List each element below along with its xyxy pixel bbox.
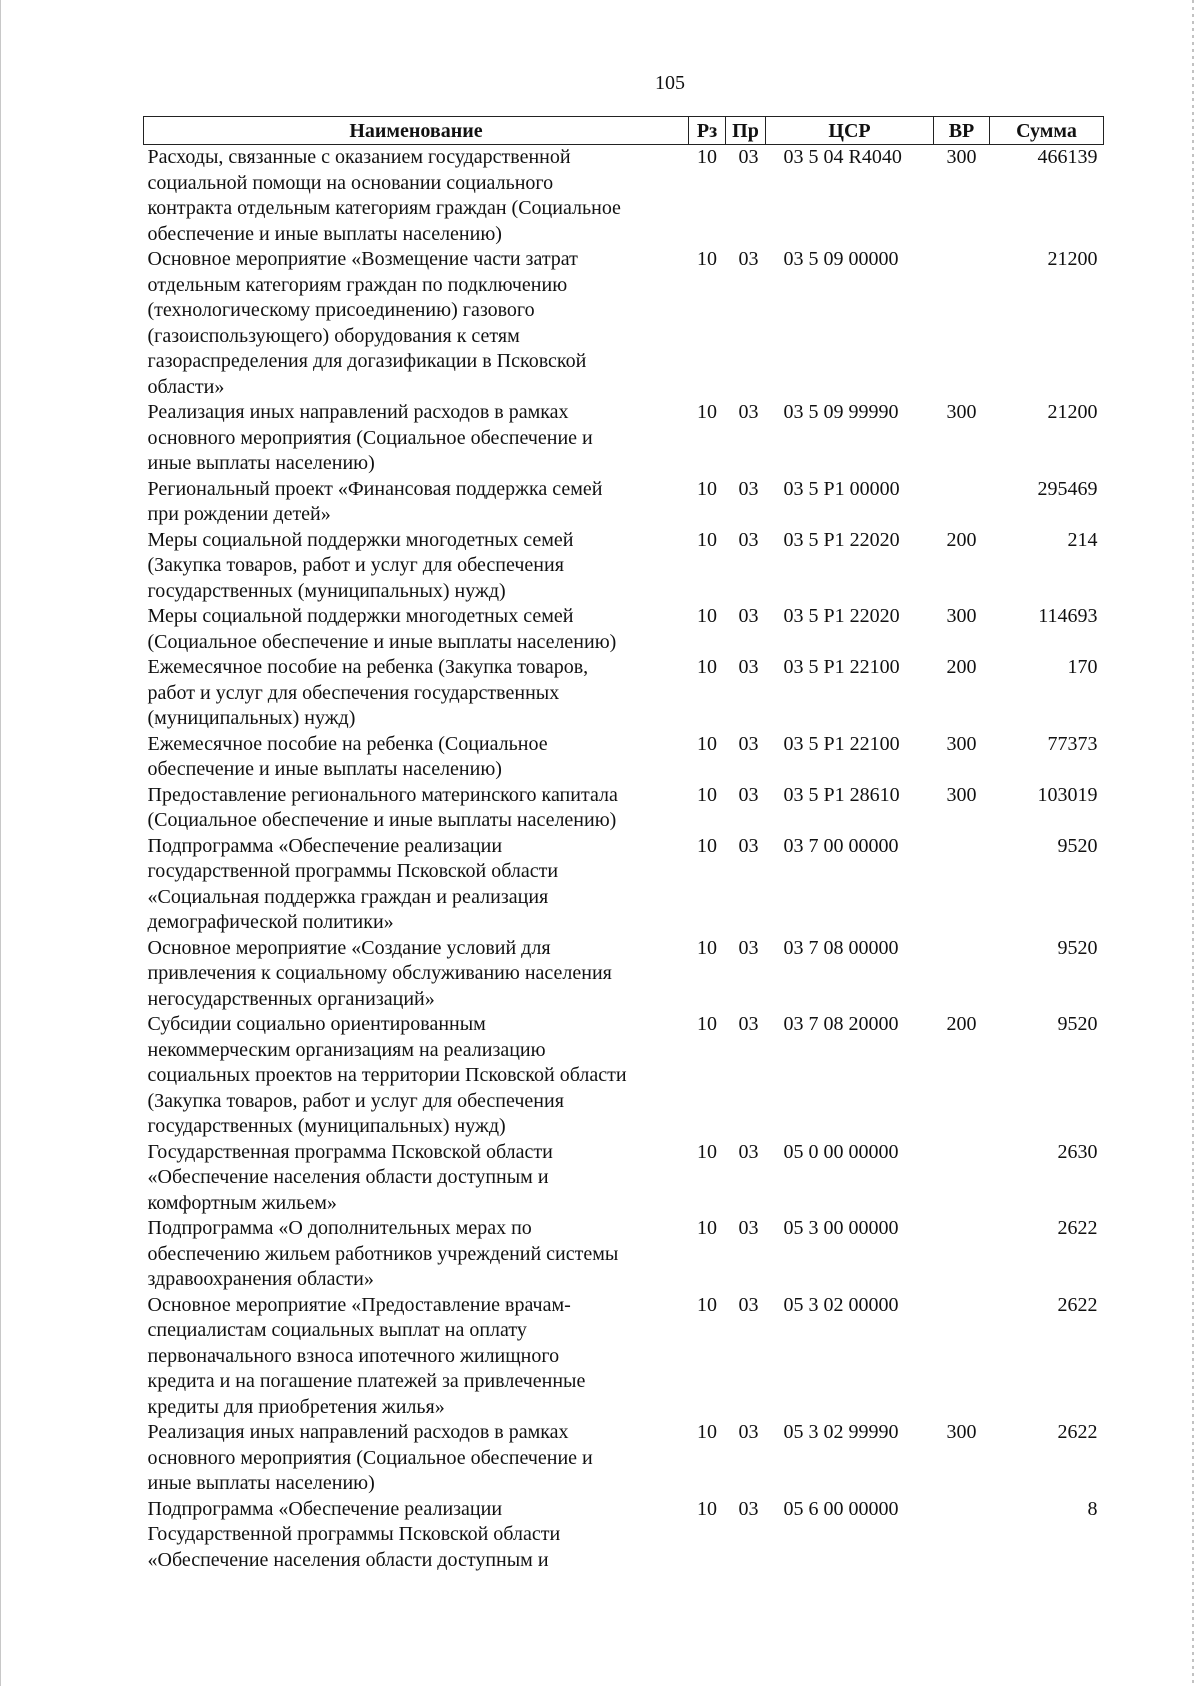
row-name-line: государственной программы Псковской области (147, 860, 559, 882)
row-vr: 300 (946, 783, 977, 806)
row-rz: 10 (697, 248, 717, 270)
row-name-line: Подпрограмма «Обеспечение реализации (147, 834, 503, 857)
table-row (144, 732, 1104, 783)
row-name-line: кредиты для приобретения жилья» (147, 1395, 445, 1418)
row-name-line: привлечения к социальному обслуживанию населения (147, 962, 612, 984)
table-row (144, 834, 1104, 936)
table-row (144, 604, 1104, 655)
table-row (144, 1140, 1104, 1217)
row-rz: 10 (697, 1293, 717, 1316)
page-number: 105 (655, 72, 685, 94)
row-name-line: «Обеспечение населения области доступным и (147, 1548, 549, 1571)
row-csr: 03 7 08 00000 (783, 936, 899, 959)
row-name-line: Расходы, связанные с оказанием государственной (147, 146, 571, 168)
row-name-line: иные выплаты населению) (147, 1472, 375, 1494)
table-row (144, 1293, 1104, 1421)
row-name (144, 145, 689, 248)
row-sum: 21200 (1047, 248, 1098, 270)
row-pr: 03 (738, 1217, 759, 1239)
budget-table (143, 116, 1104, 1573)
row-name (144, 783, 689, 834)
row-name-line: социальных проектов на территории Псковской области (147, 1064, 627, 1086)
table-row (144, 1012, 1104, 1140)
row-name-line: (Социальное обеспечение и иные выплаты населению) (147, 809, 617, 831)
row-name-line: Субсидии социально ориентированным (147, 1013, 486, 1035)
row-pr: 03 (738, 834, 759, 857)
row-vr: 200 (946, 656, 977, 678)
row-name-line: контракта отдельным категориям граждан (Социальное (147, 197, 621, 219)
row-csr: 03 5 09 99990 (783, 401, 899, 423)
row-vr: 200 (946, 528, 977, 551)
row-name-line: Государственная программа Псковской области (147, 1140, 553, 1163)
row-sum: 170 (1067, 656, 1098, 678)
row-name (144, 655, 689, 732)
header-pr: Пр (726, 117, 766, 145)
row-name (144, 1420, 689, 1497)
row-name-line: Предоставление регионального материнского капитала (147, 783, 618, 806)
row-name-line: отдельным категориям граждан по подключению (147, 273, 568, 296)
row-rz: 10 (697, 146, 717, 168)
row-name-line: государственных (муниципальных) нужд) (147, 579, 506, 602)
row-rz: 10 (697, 1497, 717, 1520)
row-csr: 05 0 00 00000 (783, 1140, 899, 1163)
row-rz: 10 (697, 834, 717, 857)
row-rz: 10 (697, 783, 717, 806)
row-vr (934, 477, 990, 528)
header-csr: ЦСР (766, 117, 934, 145)
row-rz: 10 (697, 528, 717, 551)
row-csr: 03 7 00 00000 (783, 834, 899, 857)
table-header-row (144, 117, 1104, 145)
row-csr: 03 5 09 00000 (783, 248, 899, 270)
row-name-line: Основное мероприятие «Создание условий для (147, 936, 551, 959)
row-name-line: Ежемесячное пособие на ребенка (Социальное (147, 732, 548, 755)
row-vr: 200 (946, 1013, 977, 1035)
row-csr: 03 5 04 R4040 (783, 146, 902, 168)
header-rz: Рз (689, 117, 726, 145)
row-name (144, 604, 689, 655)
row-vr (934, 247, 990, 400)
row-name-line: (Закупка товаров, работ и услуг для обеспечения (147, 554, 564, 576)
row-name (144, 1216, 689, 1293)
row-name-line: специалистам социальных выплат на оплату (147, 1319, 527, 1341)
table-row (144, 783, 1104, 834)
row-sum: 295469 (1037, 477, 1098, 500)
row-pr: 03 (738, 605, 759, 627)
row-pr: 03 (738, 1497, 759, 1520)
table-row (144, 477, 1104, 528)
row-name-line: при рождении детей» (147, 503, 331, 525)
row-csr: 05 3 00 00000 (783, 1217, 899, 1239)
row-name-line: основного мероприятия (Социальное обеспечение и (147, 1446, 593, 1469)
row-pr: 03 (738, 783, 759, 806)
row-vr (934, 936, 990, 1013)
row-csr: 03 5 P1 22100 (783, 656, 900, 678)
row-csr: 03 5 P1 22100 (783, 732, 900, 755)
table-row (144, 1420, 1104, 1497)
row-sum: 103019 (1037, 783, 1098, 806)
row-csr: 05 6 00 00000 (783, 1497, 899, 1520)
row-vr (934, 834, 990, 936)
row-pr: 03 (738, 1421, 759, 1443)
row-name-line: Основное мероприятие «Предоставление врачам- (147, 1293, 571, 1316)
row-vr (934, 1497, 990, 1574)
row-name-line: основного мероприятия (Социальное обеспечение и (147, 426, 593, 449)
row-name-line: Подпрограмма «Обеспечение реализации (147, 1497, 503, 1520)
row-sum: 214 (1067, 528, 1098, 551)
row-name (144, 528, 689, 605)
row-vr: 300 (946, 146, 977, 168)
row-pr: 03 (738, 1013, 759, 1035)
table-row (144, 655, 1104, 732)
table-row (144, 936, 1104, 1013)
row-name-line: Основное мероприятие «Возмещение части затрат (147, 248, 578, 270)
row-pr: 03 (738, 936, 759, 959)
row-rz: 10 (697, 1217, 717, 1239)
row-vr: 300 (946, 605, 977, 627)
row-name-line: (технологическому присоединению) газового (147, 299, 535, 321)
row-name-line: обеспечению жильем работников учреждений системы (147, 1242, 619, 1265)
row-sum: 2622 (1057, 1421, 1098, 1443)
row-name-line: Ежемесячное пособие на ребенка (Закупка товаров, (147, 656, 589, 678)
table-row (144, 1216, 1104, 1293)
row-rz: 10 (697, 936, 717, 959)
row-name-line: первоначального взноса ипотечного жилищного (147, 1344, 560, 1367)
row-sum: 77373 (1047, 732, 1098, 755)
row-vr: 300 (946, 732, 977, 755)
row-csr: 03 5 P1 22020 (783, 605, 900, 627)
row-name-line: социальной помощи на основании социального (147, 171, 554, 194)
row-name-line: комфортным жильем» (147, 1191, 337, 1214)
row-csr: 03 7 08 20000 (783, 1013, 899, 1035)
row-name-line: (газоиспользующего) оборудования к сетям (147, 324, 520, 347)
row-sum: 466139 (1037, 146, 1098, 168)
row-name (144, 477, 689, 528)
row-pr: 03 (738, 401, 759, 423)
row-name (144, 834, 689, 936)
row-name (144, 400, 689, 477)
row-name-line: Реализация иных направлений расходов в рамках (147, 1421, 569, 1443)
row-name-line: Подпрограмма «О дополнительных мерах по (147, 1217, 532, 1239)
row-name-line: некоммерческим организациям на реализацию (147, 1038, 546, 1061)
row-sum: 114693 (1038, 605, 1098, 627)
row-vr (934, 1293, 990, 1421)
row-name-line: обеспечение и иные выплаты населению) (147, 222, 502, 245)
row-name (144, 1293, 689, 1421)
row-rz: 10 (697, 477, 717, 500)
row-name (144, 1012, 689, 1140)
row-rz: 10 (697, 1013, 717, 1035)
row-sum: 9520 (1057, 1013, 1098, 1035)
scan-edge-left (0, 0, 1, 1686)
row-sum: 9520 (1057, 834, 1098, 857)
row-pr: 03 (738, 528, 759, 551)
row-csr: 03 5 P1 22020 (783, 528, 900, 551)
row-rz: 10 (697, 401, 717, 423)
row-sum: 2630 (1057, 1140, 1098, 1163)
row-sum: 9520 (1057, 936, 1098, 959)
row-pr: 03 (738, 477, 759, 500)
row-name-line: «Социальная поддержка граждан и реализация (147, 885, 549, 908)
row-name-line: иные выплаты населению) (147, 452, 375, 474)
row-name-line: Меры социальной поддержки многодетных семей (147, 528, 574, 551)
row-name-line: демографической политики» (147, 911, 394, 933)
row-pr: 03 (738, 146, 759, 168)
row-name-line: обеспечение и иные выплаты населению) (147, 758, 502, 780)
table-row (144, 400, 1104, 477)
row-csr: 03 5 P1 28610 (783, 783, 900, 806)
row-name-line: Государственной программы Псковской области (147, 1523, 561, 1545)
row-csr: 05 3 02 00000 (783, 1293, 899, 1316)
row-pr: 03 (738, 656, 759, 678)
row-name-line: (Социальное обеспечение и иные выплаты населению) (147, 630, 617, 653)
row-vr (934, 1216, 990, 1293)
row-name-line: негосударственных организаций» (147, 987, 435, 1010)
row-pr: 03 (738, 1140, 759, 1163)
row-name-line: Меры социальной поддержки многодетных семей (147, 605, 574, 627)
table-row (144, 1497, 1104, 1574)
row-pr: 03 (738, 732, 759, 755)
row-rz: 10 (697, 1140, 717, 1163)
table-row (144, 528, 1104, 605)
table-body (144, 145, 1104, 1574)
row-name-line: (муниципальных) нужд) (147, 707, 356, 729)
row-name-line: области» (147, 375, 225, 398)
row-name-line: кредита и на погашение платежей за привлеченные (147, 1370, 586, 1392)
row-name-line: (Закупка товаров, работ и услуг для обеспечения (147, 1089, 564, 1112)
row-pr: 03 (738, 1293, 759, 1316)
row-name (144, 1140, 689, 1217)
row-csr: 03 5 P1 00000 (783, 477, 900, 500)
row-name-line: Реализация иных направлений расходов в рамках (147, 401, 569, 423)
row-name (144, 732, 689, 783)
row-name (144, 1497, 689, 1574)
row-pr: 03 (738, 248, 759, 270)
header-name: Наименование (144, 117, 689, 145)
row-sum: 8 (1087, 1497, 1098, 1520)
header-sum: Сумма (990, 117, 1104, 145)
row-name (144, 936, 689, 1013)
table-row (144, 145, 1104, 248)
row-name-line: газораспределения для догазификации в Псковской (147, 350, 587, 372)
row-name-line: здравоохранения области» (147, 1268, 374, 1290)
row-sum: 2622 (1057, 1293, 1098, 1316)
row-name-line: государственных (муниципальных) нужд) (147, 1115, 506, 1137)
row-name-line: «Обеспечение населения области доступным и (147, 1166, 549, 1188)
table-row (144, 247, 1104, 400)
row-name-line: работ и услуг для обеспечения государственных (147, 681, 560, 704)
row-csr: 05 3 02 99990 (783, 1421, 899, 1443)
row-rz: 10 (697, 1421, 717, 1443)
header-vr: ВР (934, 117, 990, 145)
row-sum: 21200 (1047, 401, 1098, 423)
row-vr: 300 (946, 401, 977, 423)
row-vr (934, 1140, 990, 1217)
row-name-line: Региональный проект «Финансовая поддержка семей (147, 477, 603, 500)
row-rz: 10 (697, 656, 717, 678)
scan-edge-right (1192, 0, 1194, 1686)
row-vr: 300 (946, 1421, 977, 1443)
row-name (144, 247, 689, 400)
row-sum: 2622 (1057, 1217, 1098, 1239)
row-rz: 10 (697, 732, 717, 755)
row-rz: 10 (697, 605, 717, 627)
